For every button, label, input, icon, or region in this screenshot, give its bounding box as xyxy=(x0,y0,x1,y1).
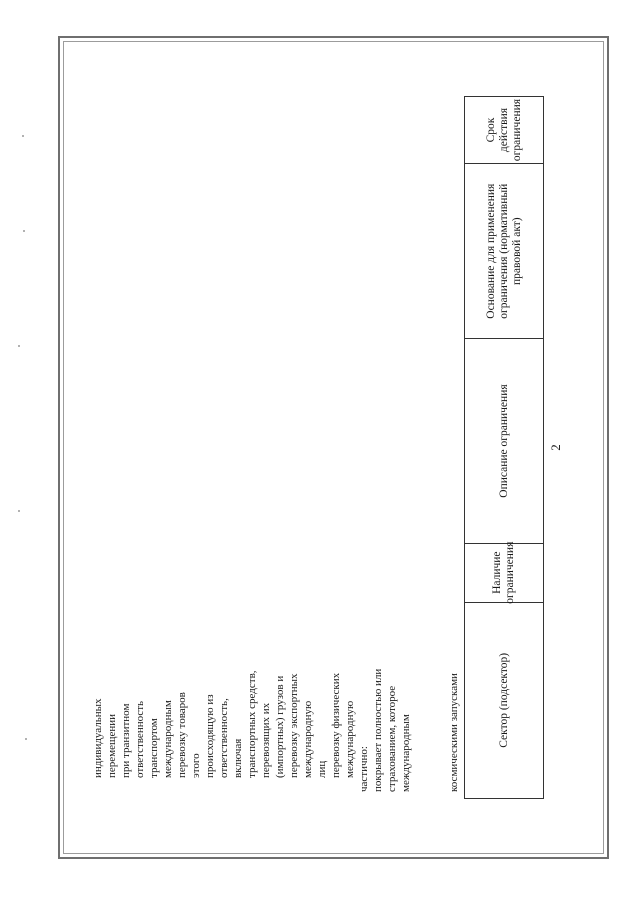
sector-line: (импортных) грузов и xyxy=(274,675,286,778)
header-term: Срок действия ограничения xyxy=(484,98,523,162)
sector-line: перевозящих их xyxy=(260,702,272,778)
sector-line: транспортных средств, xyxy=(246,670,258,778)
sector-line: этого xyxy=(190,753,202,778)
page-number: 2 xyxy=(548,444,563,451)
sector-line: международным xyxy=(162,700,174,778)
sector-line: международную xyxy=(344,700,356,778)
table-header-row xyxy=(464,96,544,799)
sector-line: транспортом xyxy=(148,718,160,778)
rotated-document-page xyxy=(63,41,604,854)
sector-line: международным xyxy=(400,714,412,792)
scan-speck xyxy=(18,345,20,347)
sector-line: при транзитном xyxy=(120,703,132,778)
sector-line: перевозку физических xyxy=(330,672,342,778)
scan-speck xyxy=(25,738,27,740)
sector-line: космическими запусками xyxy=(448,673,460,792)
sector-line: покрывает полностью или xyxy=(372,668,384,792)
sector-line: страхованием, которое xyxy=(386,685,398,792)
scan-speck xyxy=(18,510,20,512)
sector-line: международную xyxy=(302,700,314,778)
sector-line: перевозку товаров xyxy=(176,692,188,778)
sector-line: включая xyxy=(232,738,244,778)
sector-line: перемещении xyxy=(106,713,118,778)
sector-line: происходящую из xyxy=(204,694,216,778)
scan-speck xyxy=(22,135,24,137)
header-sector: Сектор (подсектор) xyxy=(465,602,543,798)
sector-line: частично: xyxy=(358,746,370,792)
sector-line: индивидуальных xyxy=(92,698,104,778)
header-basis: Основание для применения ограничения (нормативный правовой акт) xyxy=(465,163,543,338)
sector-line: ответственность, xyxy=(218,698,230,778)
sector-line: лиц xyxy=(316,760,328,778)
header-presence: Наличие ограничения xyxy=(465,543,543,602)
sector-line: ответственность xyxy=(134,700,146,778)
sector-cell-text xyxy=(63,582,461,792)
header-description: Описание ограничения xyxy=(465,338,543,542)
scan-speck xyxy=(23,230,25,232)
sector-line: перевозку экспортных xyxy=(288,673,300,778)
